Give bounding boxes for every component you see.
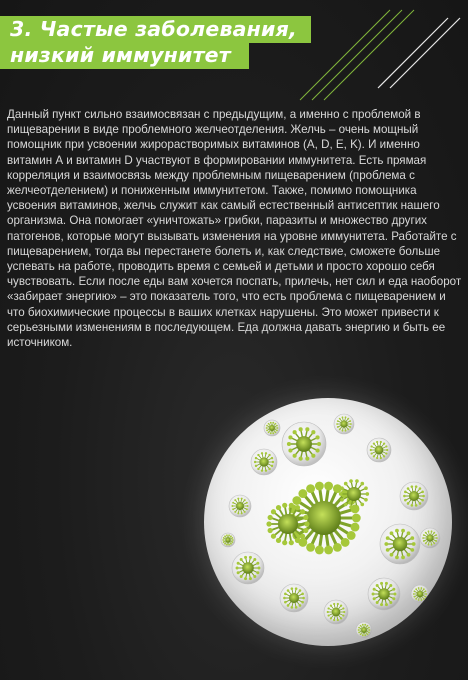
title-line-1: 3. Частые заболевания, (0, 16, 311, 43)
title-line-2: низкий иммунитет (0, 42, 249, 69)
virus-sphere-icon (204, 398, 452, 646)
virus-sphere-illustration (204, 398, 452, 646)
body-paragraph: Данный пункт сильно взаимосвязан с предыдущим, а именно с проблемой в пищеварении в виде проблемного желчеотделения. Желчь – очень мощный помощник при усвоении жирорастворимых витаминов (A, D, E, K). И именно витамин А и витамин D участвуют в формировании иммунитета. Есть прямая корреляция и взаимосвязь между проблемным пищеварением (проблема с желчеотделением) и пониженным иммунитетом. Также, помимо помощника усвоения витаминов, желчь служит как самый естественный антисептик нашего организма. Она помогает «уничтожать» грибки, паразиты и множество других патогенов, которые могут вызывать изменения на уровне иммунитета. Работайте с пищеварением, тогда вы перестанете болеть и, как следствие, сможете больше успевать на работе, проводить время с семьей и детьми и просто хорошо себя чувствовать. Если после еды вам хочется поспать, прилечь, нет сил и еда наоборот «забирает энергию» – это показатель того, что есть проблема с пищеварением и что биохимические процессы в ваших клетках нарушены. Это может привести к серьезными изменениям в последующем. Еда должна давать энергию и быть ее источником. (7, 108, 462, 350)
page-title (0, 16, 380, 69)
